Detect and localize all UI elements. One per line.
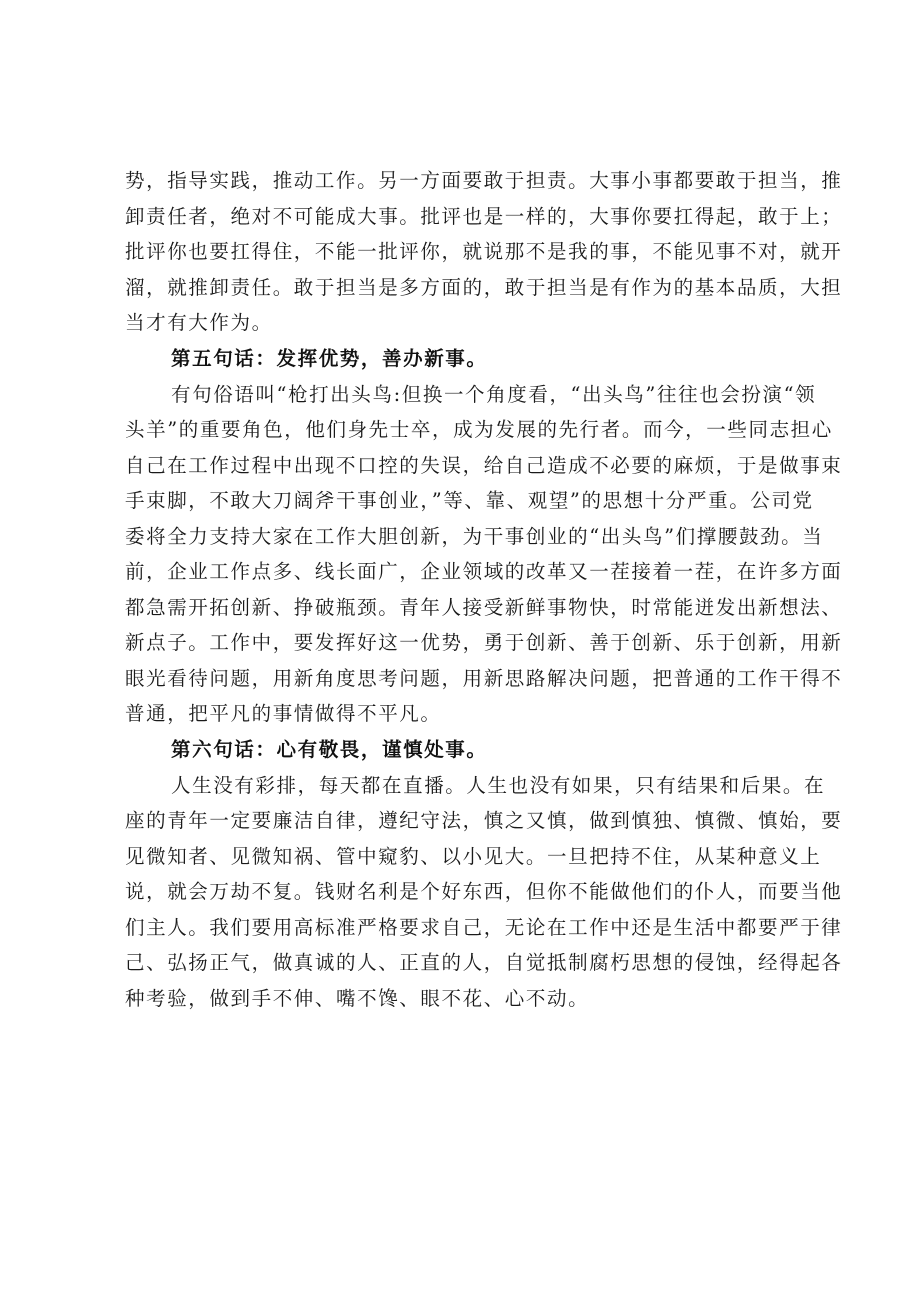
text-line: 溜，就推卸责任。敢于担当是多方面的，敢于担当是有作为的基本品质，大担 [125, 275, 843, 299]
text-line: 见微知者、见微知祸、管中窥豹、以小见大。一旦把持不住，从某种意义上 [125, 844, 822, 868]
text-line: 眼光看待问题，用新角度思考问题，用新思路解决问题，把普通的工作干得不 [125, 666, 843, 690]
text-line: 当才有大作为。 [125, 311, 273, 334]
text-line: 们主人。我们要用高标准严格要求自己，无论在工作中还是生活中都要严于律 [125, 915, 843, 939]
text-line: 自己在工作过程中出现不口控的失误，给自己造成不必要的麻烦，于是做事束 [125, 453, 843, 477]
text-line: 势，指导实践，推动工作。另一方面要敢于担责。大事小事都要敢于担当，推 [125, 169, 843, 192]
text-line: 手束脚，不敢大刀阔斧干事创业，”等、靠、观望”的思想十分严重。公司党 [125, 489, 814, 512]
text-line: 人生没有彩排，每天都在直播。人生也没有如果，只有结果和后果。在 [171, 773, 826, 797]
text-line: 都急需开拓创新、挣破瓶颈。青年人接受新鲜事物快，时常能迸发出新想法、 [125, 595, 843, 619]
text-line: 己、弘扬正气，做真诚的人、正直的人，自觉抵制腐朽思想的侵蚀，经得起各 [125, 951, 843, 974]
text-line: 前，企业工作点多、线长面广，企业领域的改革又一茬接着一茬，在许多方面 [125, 560, 843, 583]
text-line: 种考验，做到手不伸、嘴不馋、眼不花、心不动。 [125, 986, 590, 1010]
text-line: 新点子。工作中，要发挥好这一优势，勇于创新、善于创新、乐于创新，用新 [125, 631, 843, 654]
text-line: 有句俗语叫“枪打出头鸟:但换一个角度看，“出头鸟”往往也会扮演“领 [171, 382, 817, 406]
paragraph-responsibility [125, 163, 843, 341]
text-line: 头羊”的重要角色，他们身先士卒，成为发展的先行者。而今，一些同志担心 [125, 418, 833, 441]
text-line: 批评你也要扛得住，不能一批评你，就说那不是我的事，不能见事不对，就开 [125, 240, 843, 263]
text-line: 说，就会万劫不复。钱财名利是个好东西，但你不能做他们的仆人，而要当他 [125, 880, 843, 903]
paragraph-innovation [125, 377, 843, 732]
document-page [125, 163, 843, 1016]
paragraph-integrity [125, 768, 843, 1017]
text-line: 卸责任者，绝对不可能成大事。批评也是一样的，大事你要扛得起，敢于上； [125, 204, 843, 228]
text-line: 普通，把平凡的事情做得不平凡。 [125, 702, 442, 725]
text-line: 委将全力支持大家在工作大胆创新，为干事创业的“出头鸟”们撑腰鼓劲。当 [125, 524, 824, 548]
section-heading-5: 第五句话：发挥优势，善办新事。 [171, 346, 488, 370]
text-line: 座的青年一定要廉洁自律，遵纪守法，慎之又慎，做到慎独、慎微、慎始，要 [125, 809, 843, 832]
section-heading-6: 第六句话：心有敬畏，谨慎处事。 [171, 737, 488, 761]
